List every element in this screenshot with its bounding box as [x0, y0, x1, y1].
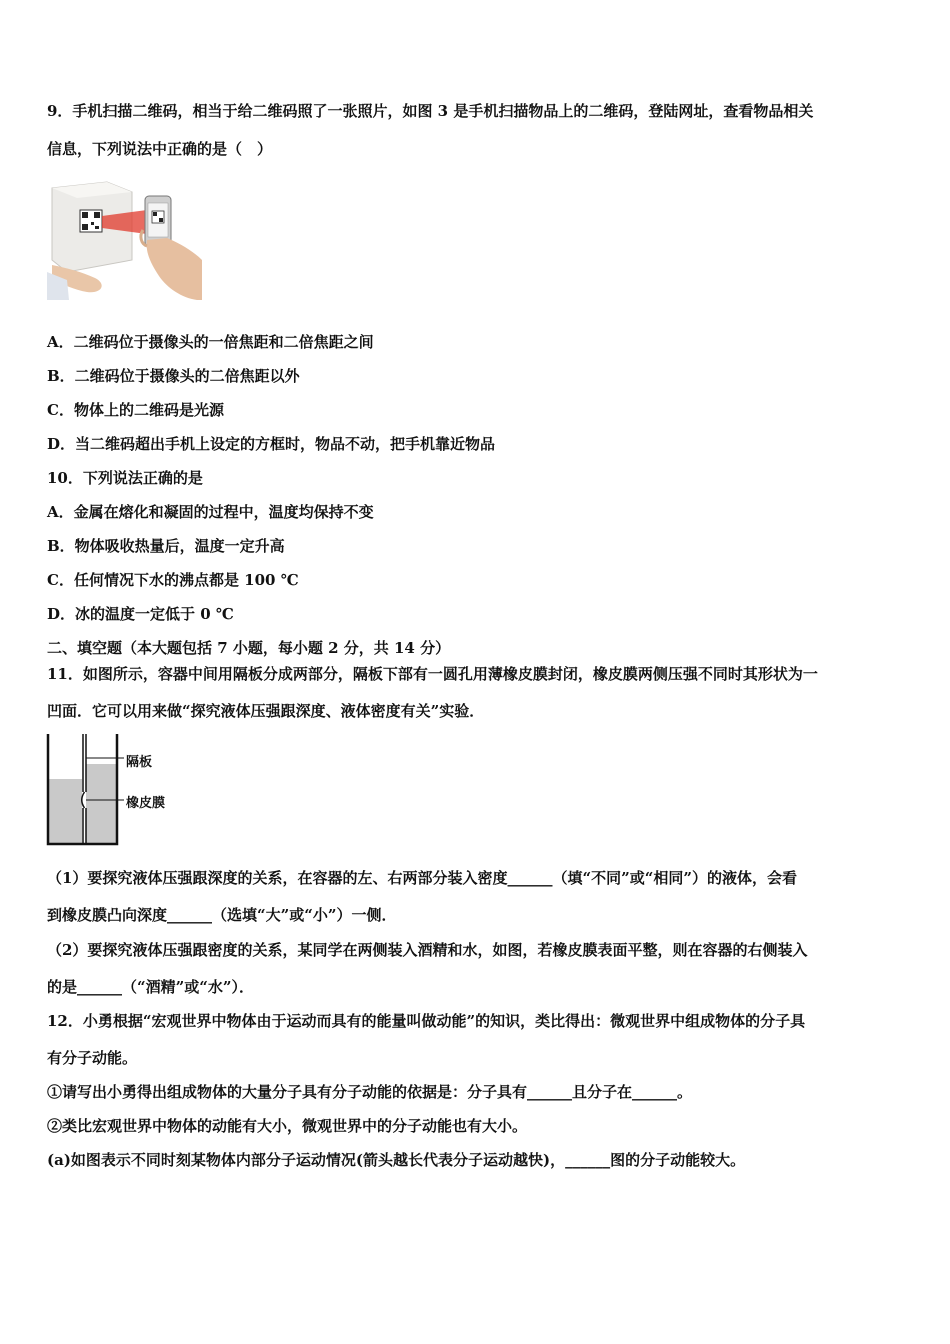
q11-stem-line2: 凹面．它可以用来做“探究液体压强跟深度、液体密度有关”实验． — [47, 702, 485, 720]
q11-part2-line2: 的是______（“酒精”或“水”）． — [47, 978, 255, 996]
q10-option-b: B．物体吸收热量后，温度一定升高 — [47, 537, 285, 555]
q11-stem-line1: 11．如图所示，容器中间用隔板分成两部分，隔板下部有一圆孔用薄橡皮膜封闭，橡皮膜两侧压强不同时其形状为一 — [47, 665, 818, 683]
q11-part1-line1: （1）要探究液体压强跟深度的关系，在容器的左、右两部分装入密度______（填“不同”或“相同”）的液体，会看 — [47, 869, 797, 887]
q12-item-1: ①请写出小勇得出组成物体的大量分子具有分子动能的依据是：分子具有______且分子在______。 — [47, 1083, 693, 1101]
q12-item-a: (a)如图表示不同时刻某物体内部分子运动情况(箭头越长代表分子运动越快)，______图的分子动能较大。 — [47, 1151, 746, 1169]
q9-stem-line1: 9．手机扫描二维码，相当于给二维码照了一张照片，如图 3 是手机扫描物品上的二维码，登陆网址，查看物品相关 — [47, 102, 814, 120]
q10-stem: 10．下列说法正确的是 — [47, 469, 203, 487]
container-diagram — [46, 734, 186, 846]
q9-stem-line2: 信息，下列说法中正确的是（ ） — [47, 140, 273, 158]
q10-option-d: D．冰的温度一定低于 0 ℃ — [47, 605, 234, 623]
section-2-heading: 二、填空题（本大题包括 7 小题，每小题 2 分，共 14 分） — [47, 639, 451, 657]
q12-stem-line1: 12．小勇根据“宏观世界中物体由于运动而具有的能量叫做动能”的知识，类比得出：微观世界中组成物体的分子具 — [47, 1012, 806, 1030]
q10-option-a: A．金属在熔化和凝固的过程中，温度均保持不变 — [47, 503, 374, 521]
q11-part2-line1: （2）要探究液体压强跟密度的关系，某同学在两侧装入酒精和水，如图，若橡皮膜表面平整，则在容器的右侧装入 — [47, 941, 808, 959]
q12-stem-line2: 有分子动能。 — [47, 1049, 138, 1067]
qr-scan-photo — [47, 180, 202, 300]
q12-item-2: ②类比宏观世界中物体的动能有大小，微观世界中的分子动能也有大小。 — [47, 1117, 528, 1135]
q9-option-b: B．二维码位于摄像头的二倍焦距以外 — [47, 367, 300, 385]
q9-option-a: A．二维码位于摄像头的一倍焦距和二倍焦距之间 — [47, 333, 374, 351]
partition-label: 隔板 — [126, 755, 153, 770]
membrane-label: 橡皮膜 — [126, 796, 166, 811]
q9-option-c: C．物体上的二维码是光源 — [47, 401, 224, 419]
q11-part1-line2: 到橡皮膜凸向深度______（选填“大”或“小”）一侧． — [47, 906, 397, 924]
q9-option-d: D．当二维码超出手机上设定的方框时，物品不动，把手机靠近物品 — [47, 435, 496, 453]
q10-option-c: C．任何情况下水的沸点都是 100 ℃ — [47, 571, 299, 589]
